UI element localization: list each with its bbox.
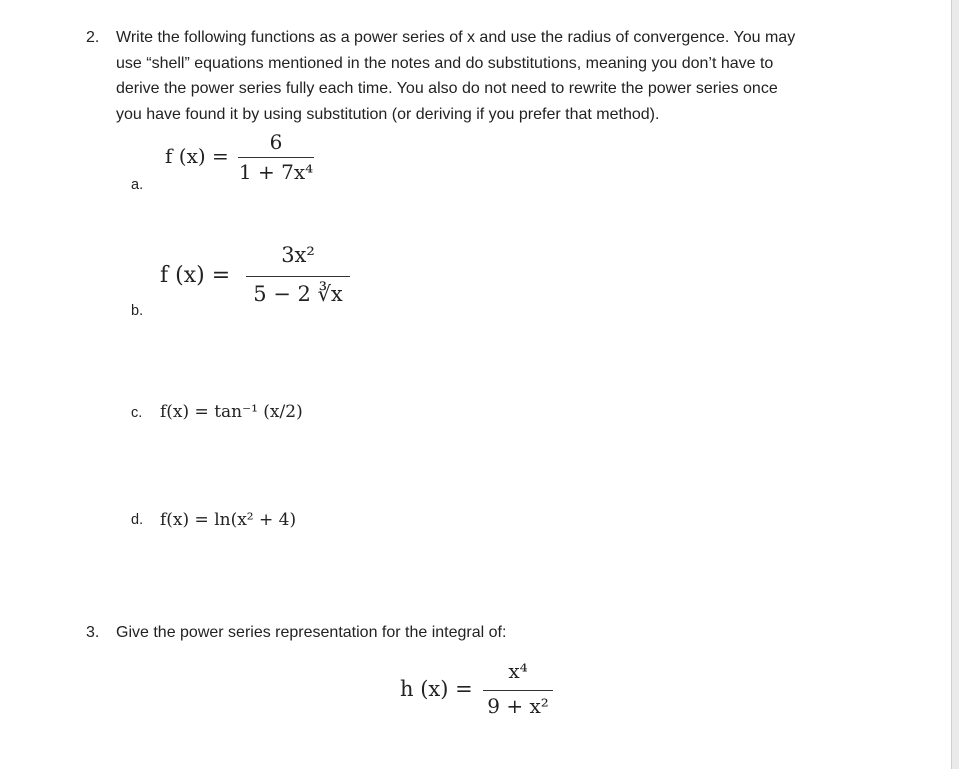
q3-denominator: 9 + x²: [487, 694, 549, 718]
q2-line-1: Write the following functions as a power series of x and use the radius of convergence. You may: [116, 29, 796, 46]
part-b-denominator: 5 − 2 ∛x: [253, 282, 343, 306]
q2-number: 2.: [86, 29, 100, 46]
q3-number: 3.: [86, 624, 100, 641]
q3-lhs: h (x) =: [400, 677, 473, 701]
part-c-label: c.: [131, 405, 143, 421]
q3-text: Give the power series representation for the integral of:: [116, 624, 507, 641]
part-a-numerator: 6: [269, 130, 283, 154]
part-a-lhs: f (x) =: [165, 144, 229, 168]
q3-fraction-bar: [483, 690, 553, 691]
page-edge: [951, 0, 959, 769]
q3-numerator: x⁴: [508, 659, 528, 683]
q2-line-2: use “shell” equations mentioned in the notes and do substitutions, meaning you don’t have to: [116, 54, 774, 72]
part-a-denominator: 1 + 7x⁴: [238, 160, 314, 184]
q2-line-4: you have found it by using substitution (or deriving if you prefer that method).: [116, 105, 660, 123]
part-a-fraction-bar: [238, 157, 314, 158]
part-b-label: b.: [131, 303, 144, 319]
part-c-expression: f(x) = tan⁻¹ (x/2): [160, 402, 303, 422]
part-d-expression: f(x) = ln(x² + 4): [160, 510, 297, 530]
part-b-numerator: 3x²: [281, 243, 315, 267]
q2-line-3: derive the power series fully each time. You also do not need to rewrite the power series once: [116, 80, 778, 97]
part-b-lhs: f (x) =: [160, 263, 231, 288]
part-b-fraction-bar: [246, 276, 350, 277]
part-d-label: d.: [131, 512, 144, 528]
q2-text: [116, 25, 946, 127]
part-a-label: a.: [131, 177, 144, 193]
